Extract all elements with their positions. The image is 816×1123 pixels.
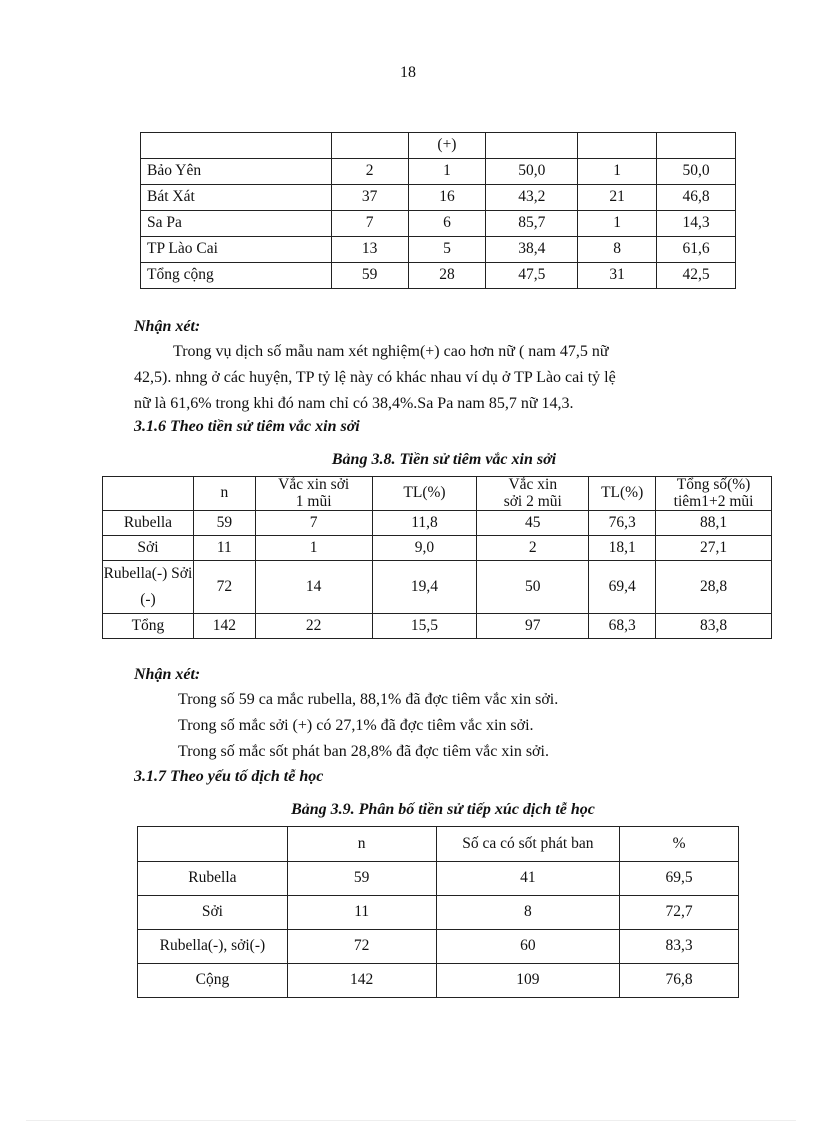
row-label: Rubella xyxy=(103,511,194,536)
table-cell: 31 xyxy=(578,263,657,289)
page-number: 18 xyxy=(400,64,416,81)
table-row xyxy=(138,862,739,896)
table-row xyxy=(141,185,736,211)
table-cell: 60 xyxy=(436,930,620,964)
table-row xyxy=(103,561,772,614)
row-label: Sởi xyxy=(138,896,288,930)
header-cell xyxy=(141,133,332,159)
table-cell: 43,2 xyxy=(486,185,578,211)
row-label: Sởi xyxy=(103,536,194,561)
table-cell: 88,1 xyxy=(656,511,772,536)
remark-title: Nhận xét: xyxy=(134,666,201,683)
table-row xyxy=(138,930,739,964)
table-cell: 72,7 xyxy=(620,896,739,930)
row-label: Bảo Yên xyxy=(141,159,332,185)
header-cell xyxy=(331,133,408,159)
table-cell: 22 xyxy=(255,614,372,639)
header-cell xyxy=(138,827,288,862)
header-cell: Vắc xin sởi 2 mũi xyxy=(477,477,589,511)
table-cell: 50,0 xyxy=(657,159,736,185)
table-row xyxy=(103,614,772,639)
table-cell: 27,1 xyxy=(656,536,772,561)
table-cell: 83,8 xyxy=(656,614,772,639)
table-cell: 7 xyxy=(331,211,408,237)
remark-line: Trong số 59 ca mắc rubella, 88,1% đã đợc tiêm vắc xin sởi. xyxy=(178,691,559,708)
table-row xyxy=(141,237,736,263)
table-cell: 41 xyxy=(436,862,620,896)
table-cell: 21 xyxy=(578,185,657,211)
table-vaccination-history xyxy=(102,476,772,639)
table-row xyxy=(141,211,736,237)
table-cell: 15,5 xyxy=(372,614,477,639)
table-cell: 142 xyxy=(287,964,436,998)
table-epidemiology-contact xyxy=(137,826,739,998)
table-cell: 11,8 xyxy=(372,511,477,536)
header-cell xyxy=(578,133,657,159)
table-cell: 5 xyxy=(408,237,486,263)
table-cell: 50,0 xyxy=(486,159,578,185)
remark-line: Trong số mắc sốt phát ban 28,8% đã đợc tiêm vắc xin sởi. xyxy=(178,743,549,760)
table-row xyxy=(141,263,736,289)
table-cell: 68,3 xyxy=(589,614,656,639)
table-cell: 18,1 xyxy=(589,536,656,561)
table-cell: 6 xyxy=(408,211,486,237)
table-cell: 76,8 xyxy=(620,964,739,998)
section-heading: 3.1.6 Theo tiền sử tiêm vắc xin sởi xyxy=(134,418,360,435)
table-cell: 28,8 xyxy=(656,561,772,614)
table-cell: 47,5 xyxy=(486,263,578,289)
table-cell: 16 xyxy=(408,185,486,211)
remark-title: Nhận xét: xyxy=(134,318,201,335)
table-regional-results xyxy=(140,132,736,289)
table-row xyxy=(103,536,772,561)
header-cell: Vắc xin sởi 1 mũi xyxy=(255,477,372,511)
table-cell: 38,4 xyxy=(486,237,578,263)
remark-line: Trong số mắc sởi (+) có 27,1% đã đợc tiêm vắc xin sởi. xyxy=(178,717,534,734)
table-cell: 1 xyxy=(255,536,372,561)
row-label: TP Lào Cai xyxy=(141,237,332,263)
header-cell: TL(%) xyxy=(372,477,477,511)
row-label: Tổng cộng xyxy=(141,263,332,289)
table-header-row xyxy=(141,133,736,159)
table-caption: Bảng 3.8. Tiền sử tiêm vắc xin sởi xyxy=(331,451,557,468)
table-cell: 72 xyxy=(193,561,255,614)
row-label: Tổng xyxy=(103,614,194,639)
table-header-row xyxy=(138,827,739,862)
header-cell: Tổng số(%) tiêm1+2 mũi xyxy=(656,477,772,511)
table-cell: 9,0 xyxy=(372,536,477,561)
row-label: Bát Xát xyxy=(141,185,332,211)
table-cell: 61,6 xyxy=(657,237,736,263)
table-cell: 76,3 xyxy=(589,511,656,536)
table-cell: 14 xyxy=(255,561,372,614)
table-cell: 45 xyxy=(477,511,589,536)
header-cell xyxy=(657,133,736,159)
table-cell: 2 xyxy=(477,536,589,561)
table-cell: 11 xyxy=(193,536,255,561)
table-cell: 50 xyxy=(477,561,589,614)
header-cell: n xyxy=(193,477,255,511)
row-label: Cộng xyxy=(138,964,288,998)
table-cell: 1 xyxy=(408,159,486,185)
table-cell: 28 xyxy=(408,263,486,289)
header-cell: n xyxy=(287,827,436,862)
header-cell: TL(%) xyxy=(589,477,656,511)
row-label: Sa Pa xyxy=(141,211,332,237)
table-cell: 37 xyxy=(331,185,408,211)
header-cell: (+) xyxy=(408,133,486,159)
header-cell xyxy=(103,477,194,511)
table-row xyxy=(138,964,739,998)
table-cell: 59 xyxy=(287,862,436,896)
remark-paragraph xyxy=(134,339,744,417)
table-cell: 19,4 xyxy=(372,561,477,614)
table-cell: 13 xyxy=(331,237,408,263)
remark-paragraph xyxy=(178,687,758,765)
table-cell: 11 xyxy=(287,896,436,930)
table-cell: 72 xyxy=(287,930,436,964)
header-cell: % xyxy=(620,827,739,862)
table-cell: 42,5 xyxy=(657,263,736,289)
remark-line: Trong vụ dịch số mẫu nam xét nghiệm(+) cao hơn nữ ( nam 47,5 nữ xyxy=(173,343,609,360)
table-cell: 69,5 xyxy=(620,862,739,896)
remark-line: nữ là 61,6% trong khi đó nam chỉ có 38,4%.Sa Pa nam 85,7 nữ 14,3. xyxy=(134,395,574,412)
table-row xyxy=(103,511,772,536)
table-cell: 97 xyxy=(477,614,589,639)
table-cell: 109 xyxy=(436,964,620,998)
table-cell: 59 xyxy=(331,263,408,289)
row-label: Rubella xyxy=(138,862,288,896)
table-cell: 7 xyxy=(255,511,372,536)
table-caption: Bảng 3.9. Phân bố tiền sử tiếp xúc dịch tễ học xyxy=(291,801,595,818)
table-cell: 142 xyxy=(193,614,255,639)
table-cell: 83,3 xyxy=(620,930,739,964)
table-cell: 69,4 xyxy=(589,561,656,614)
table-cell: 1 xyxy=(578,211,657,237)
table-header-row xyxy=(103,477,772,511)
table-row xyxy=(141,159,736,185)
table-cell: 59 xyxy=(193,511,255,536)
table-cell: 1 xyxy=(578,159,657,185)
table-cell: 14,3 xyxy=(657,211,736,237)
section-heading: 3.1.7 Theo yếu tố dịch tễ học xyxy=(134,768,324,785)
table-cell: 8 xyxy=(436,896,620,930)
table-cell: 8 xyxy=(578,237,657,263)
table-cell: 46,8 xyxy=(657,185,736,211)
row-label: Rubella(-) Sởi (-) xyxy=(103,561,194,614)
page-bottom-divider xyxy=(26,1120,796,1121)
row-label: Rubella(-), sởi(-) xyxy=(138,930,288,964)
table-cell: 85,7 xyxy=(486,211,578,237)
table-cell: 2 xyxy=(331,159,408,185)
remark-line: 42,5). nhng ở các huyện, TP tỷ lệ này có khác nhau ví dụ ở TP Lào cai tỷ lệ xyxy=(134,369,616,386)
header-cell xyxy=(486,133,578,159)
table-row xyxy=(138,896,739,930)
header-cell: Số ca có sốt phát ban xyxy=(436,827,620,862)
